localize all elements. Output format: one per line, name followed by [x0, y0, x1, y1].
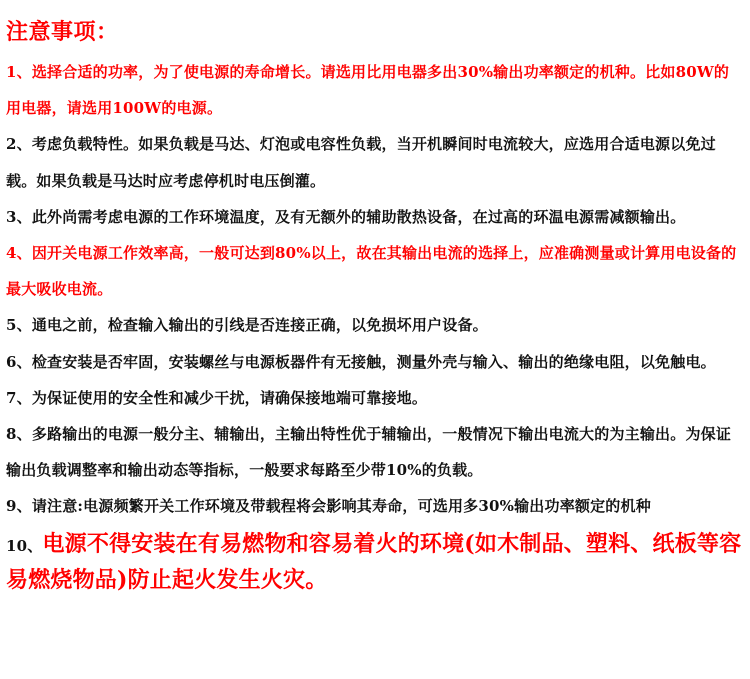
notice-item-6: 6、检查安装是否牢固，安装螺丝与电源板器件有无接触，测量外壳与输入、输出的绝缘电阻，以免触电。 — [6, 352, 716, 371]
notice-item-3: 3、此外尚需考虑电源的工作环境温度，及有无额外的辅助散热设备，在过高的环温电源需减额输出。 — [6, 207, 686, 226]
notice-item-8: 8、多路输出的电源一般分主、辅输出，主输出特性优于辅输出，一般情况下输出电流大的为主输出。为保证输出负载调整率和输出动态等指标，一般要求每路至少带10%的负载。 — [6, 425, 732, 480]
notice-item-7: 7、为保证使用的安全性和减少干扰，请确保接地端可靠接地。 — [6, 388, 428, 407]
notice-item-5: 5、通电之前，检查输入输出的引线是否连接正确，以免损坏用户设备。 — [6, 316, 488, 335]
notice-item-9: 9、请注意:电源频繁开关工作环境及带载程将会影响其寿命，可选用多30%输出功率额定的机种 — [6, 497, 651, 516]
notice-item-4: 4、因开关电源工作效率高，一般可达到80%以上，故在其输出电流的选择上，应准确测量或计算用电设备的最大吸收电流。 — [6, 244, 737, 299]
notice-item-10-number: 10、 — [6, 536, 43, 555]
notice-item-1: 1、选择合适的功率，为了使电源的寿命增长。请选用比用电器多出30%输出功率额定的机种。比如80W的用电器，请选用100W的电源。 — [6, 63, 730, 118]
notice-item-2: 2、考虑负载特性。如果负载是马达、灯泡或电容性负载，当开机瞬间时电流较大，应选用合适电源以免过载。如果负载是马达时应考虑停机时电压倒灌。 — [6, 135, 716, 190]
notice-item-10-text: 电源不得安装在有易燃物和容易着火的环境(如木制品、塑料、纸板等容易燃烧物品)防止起火发生火灾。 — [6, 530, 742, 593]
notice-item-10 — [6, 527, 742, 597]
page-title: 注意事项： — [6, 19, 119, 45]
